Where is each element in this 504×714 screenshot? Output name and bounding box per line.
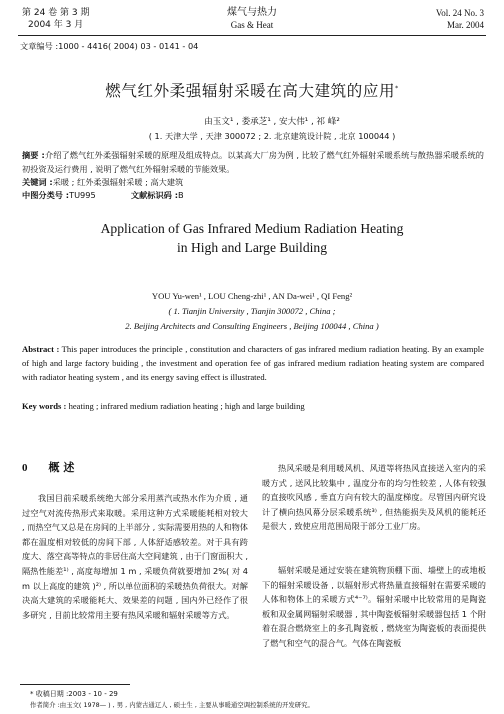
keywords-cn xyxy=(22,177,183,188)
abstract-en-label: Abstract : xyxy=(22,344,60,354)
abstract-cn xyxy=(22,149,484,176)
section-number: 0 xyxy=(22,462,28,474)
keywords-en xyxy=(22,401,305,411)
document-code-value: B xyxy=(177,190,184,200)
footnote-received: * 收稿日期 :2003 - 10 - 29 xyxy=(30,690,118,698)
article-number: 文章编号 :1000 - 4416( 2004) 03 - 0141 - 04 xyxy=(20,41,199,51)
keywords-cn-label: 关键词 : xyxy=(22,177,53,187)
page-title-cn: 燃气红外柔强辐射采暖在高大建筑的应用 xyxy=(105,82,396,100)
abstract-cn-text: 介绍了燃气红外柔强辐射采暖的原理及组成特点。以某高大厂房为例 , 比较了燃气红外辐射采暖系统与散热器采暖系统的初投资及运行费用 , 说明了燃气红外辐射采暖的节能效果。 xyxy=(22,150,484,174)
journal-volume-en: Vol. 24 No. 3 xyxy=(435,8,484,18)
keywords-en-text: heating ; infrared medium radiation heating ; high and large building xyxy=(68,401,305,411)
keywords-cn-text: 采暖 ; 红外柔强辐射采暖 ; 高大建筑 xyxy=(52,177,184,187)
header-rule xyxy=(18,35,486,36)
affiliation-en-1: ( 1. Tianjin University , Tianjin 300072 , China ; xyxy=(168,306,336,316)
footnote-author-bio: 作者简介 :由玉文( 1978— ) , 男 , 内蒙古通辽人 , 硕士生 , 主要从事暖通空调控制系统的开发研究。 xyxy=(30,701,314,709)
journal-date-en: Mar. 2004 xyxy=(447,20,484,30)
body-right-paragraph-1: 热风采暖是利用暖风机、风道等将热风直接送入室内的采暖方式 , 送风比较集中 , 温度分布的均匀性较差 , 人体有较强的直接吹风感 , 垂直方向有较大的温度梯度。尽管国内研究设计了横向热风幕分层采暖系统³⁾ , 但热能损失及风机的能耗还是很大 , 致使应用范围局限于部分工业厂房。 xyxy=(262,463,486,532)
abstract-en-text: This paper introduces the principle , constitution and characters of gas infrared medium radiation heating. By an example of high and large factory buiding , the investment and operation fee of gas infrared medium radiation heating system are compared with radiator heating system , and its energy saving effect is illustrated. xyxy=(22,344,484,382)
affiliation-cn: ( 1. 天津大学 , 天津 300072 ; 2. 北京建筑设计院 , 北京 100044 ) xyxy=(148,131,396,141)
classification-cn xyxy=(22,190,184,201)
classification-value: TU995 xyxy=(69,190,96,200)
section-title: 概 述 xyxy=(48,461,75,474)
keywords-en-label: Key words : xyxy=(22,401,67,411)
footnote-rule xyxy=(20,684,130,685)
document-code-label: 文献标识码 : xyxy=(130,190,178,200)
body-left-paragraph: 我国目前采暖系统绝大部分采用蒸汽或热水作为介质 , 通过空气对流传热形式来取暖。采用这种方式采暖能耗相对较大 , 而热空气又总是在房间的上半部分 , 实际需要用热的人和物体都在温度相对较低的房间下部 , 人体舒适感较差。对于具有跨度大、落空高等特点的非居住高大空间建筑 , 由于门窗面积大 , 隔热性能差¹⁾ , 高度每增加 1 m , 采暖负荷就要增加 2%( 对 4 m 以上高度的建筑 )²⁾ , 所以单位面积的采暖热负荷很大。对解决高大建筑的采暖能耗大、效果差的问题 , 国内外已经作了很多研究 , 目前比较常用主要有热风采暖和辐射采暖等方式。 xyxy=(22,493,248,620)
authors-en: YOU Yu-wen¹ , LOU Cheng-zhi¹ , AN Da-wei¹ , QI Feng² xyxy=(151,291,353,301)
journal-name-cn: 煤气与热力 xyxy=(227,7,277,18)
body-right-paragraph-2: 辐射采暖是通过安装在建筑物顶棚下面、墙壁上的或地板下的辐射采暖设备 , 以辐射形式将热量直接辐射在需要采暖的人体和物体上的采暖方式⁴⁻⁷⁾。辐射采暖中比较常用的是陶瓷板和双金属网辐射采暖器 , 其中陶瓷板辐射采暖器包括 1 个附着在混合燃烧室上的多孔陶瓷板 , 燃烧室为陶瓷板的表面提供了燃气和空气的混合气。气体在陶瓷板 xyxy=(262,565,486,648)
affiliation-en-2: 2. Beijing Architects and Consulting Engineers , Beijing 100044 , China ) xyxy=(125,321,379,331)
title-cn-block xyxy=(0,79,504,101)
journal-name-en: Gas & Heat xyxy=(230,20,274,30)
authors-cn: 由玉文¹ , 娄承芝¹ , 安大伟¹ , 祁 峰² xyxy=(204,117,340,127)
section-heading xyxy=(22,459,74,475)
title-en-line2: in High and Large Building xyxy=(176,240,328,255)
title-en-line1: Application of Gas Infrared Medium Radiation Heating xyxy=(100,221,404,236)
classification-label: 中图分类号 : xyxy=(22,190,70,200)
abstract-en xyxy=(22,342,484,384)
journal-date: 2004 年 3 月 xyxy=(28,20,84,30)
abstract-cn-label: 摘要 : xyxy=(22,150,45,160)
journal-volume-issue: 第 24 卷 第 3 期 xyxy=(22,8,90,18)
title-footnote-mark: * xyxy=(395,84,399,92)
